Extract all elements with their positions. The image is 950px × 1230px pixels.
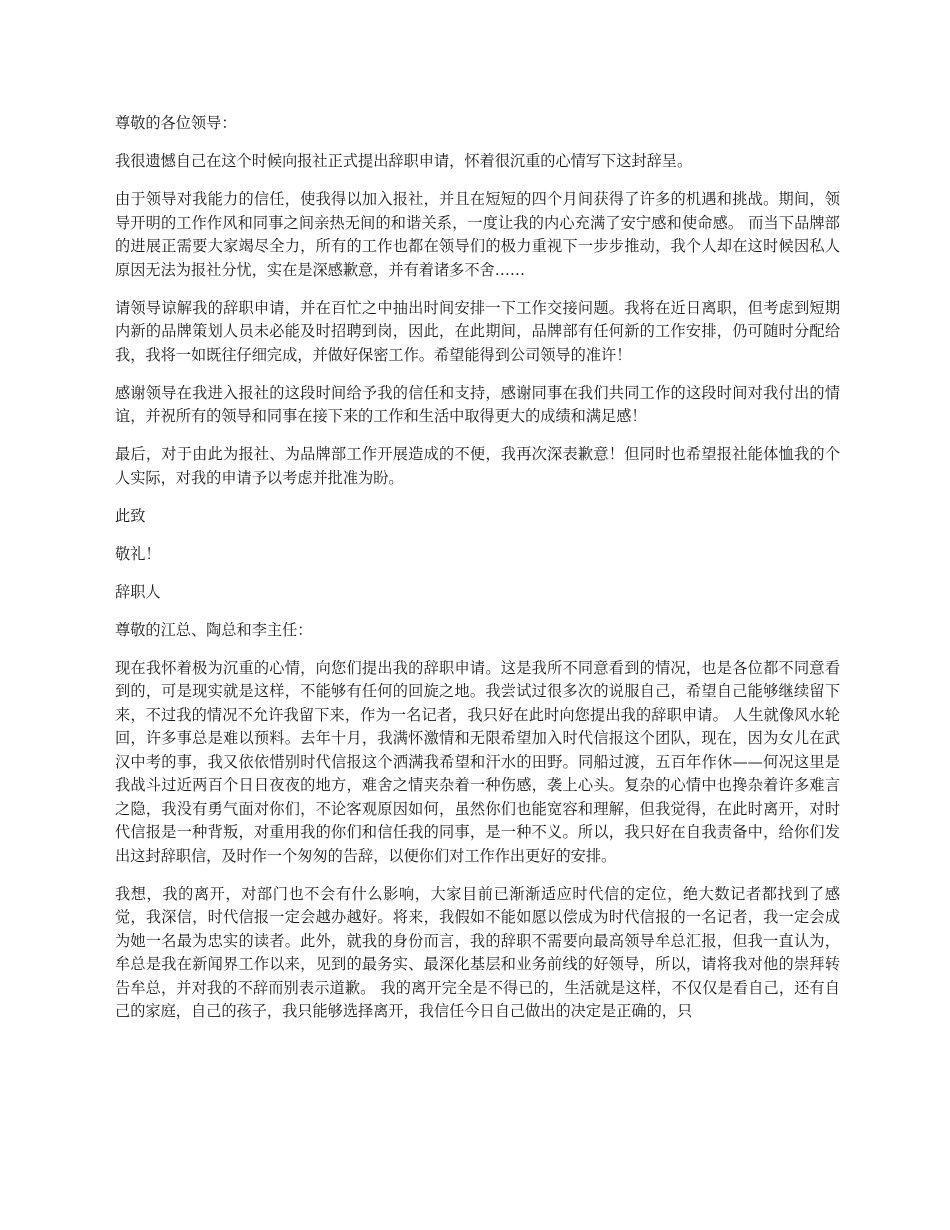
signature-label: 辞职人: [115, 582, 161, 601]
paragraph-handover-request: 请领导谅解我的辞职申请，并在百忙之中抽出时间安排一下工作交接问题。我将在近日离职，但考虑到短期内新的品牌策划人员未必能及时招聘到岗，因此，在此期间，品牌部有任何新的工作安排，仍可随时分配给我，我将一如既往仔细完成，并做好保密工作。希望能得到公司领导的准许！: [115, 298, 840, 364]
salutation-second-letter: 尊敬的江总、陶总和李主任：: [115, 620, 313, 639]
closing-cizhi: 此致: [115, 506, 146, 525]
paragraph-thanks: 感谢领导在我进入报社的这段时间给予我的信任和支持，感谢同事在我们共同工作的这段时间对我付出的情谊，并祝所有的领导和同事在接下来的工作和生活中取得更大的成绩和满足感！: [115, 383, 840, 425]
closing-jingli: 敬礼！: [115, 544, 161, 563]
paragraph-gratitude-reason: 由于领导对我能力的信任，使我得以加入报社，并且在短短的四个月间获得了许多的机遇和挑战。期间，领导开明的工作作风和同事之间亲热无间的和谐关系，一度让我的内心充满了安宁感和使命感。 而当下品牌部的进展正需要大家竭尽全力，所有的工作也都在领导们的极力重视下一步步推动，我个人却在这时候因私人原因无法为报社分忧，实在是深感歉意，并有着诸多不舍……: [115, 190, 840, 279]
document-page: [115, 112, 840, 1038]
paragraph-intro: 我很遗憾自己在这个时候向报社正式提出辞职申请，怀着很沉重的心情写下这封辞呈。: [115, 152, 693, 170]
paragraph-apology: 最后，对于由此为报社、为品牌部工作开展造成的不便，我再次深表歉意！但同时也希望报社能体恤我的个人实际，对我的申请予以考虑并批准为盼。: [115, 445, 840, 487]
paragraph-second-letter-body: 现在我怀着极为沉重的心情，向您们提出我的辞职申请。这是我所不同意看到的情况，也是各位都不同意看到的，可是现实就是这样，不能够有任何的回旋之地。我尝试过很多次的说服自己，希望自己能够继续留下来，不过我的情况不允许我留下来，作为一名记者，我只好在此时向您提出我的辞职申请。 人生就像风水轮回，许多事总是难以预料。去年十月，我满怀激情和无限希望加入时代信报这个团队，现在，因为女儿在武汉中考的事，我又依依惜别时代信报这个洒满我希望和汗水的田野。同船过渡，五百年作休——何况这里是我战斗过近两百个日日夜夜的地方，难舍之情夹杂着一种伤感，袭上心头。复杂的心情中也搀杂着许多难言之隐，我没有勇气面对你们，不论客观原因如何，虽然你们也能宽容和理解，但我觉得，在此时离开，对时代信报是一种背叛，对重用我的你们和信任我的同事，是一种不义。所以，我只好在自我责备中，给你们发出这封辞职信，及时作一个匆匆的告辞，以便你们对工作作出更好的安排。: [115, 658, 840, 865]
salutation-leaders: 尊敬的各位领导：: [115, 114, 237, 132]
paragraph-second-letter-continued: 我想，我的离开，对部门也不会有什么影响，大家目前已渐渐适应时代信的定位，绝大数记者都找到了感觉，我深信，时代信报一定会越办越好。将来，我假如不能如愿以偿成为时代信报的一名记者，我一定会成为她一名最为忠实的读者。此外，就我的身份而言，我的辞职不需要向最高领导牟总汇报，但我一直认为，牟总是我在新闻界工作以来，见到的最务实、最深化基层和业务前线的好领导，所以，请将我对他的崇拜转告牟总，并对我的不辞而别表示道歉。 我的离开完全是不得已的，生活就是这样，不仅仅是看自己，还有自己的家庭，自己的孩子，我只能够选择离开，我信任今日自己做出的决定是正确的，只: [115, 884, 840, 1020]
